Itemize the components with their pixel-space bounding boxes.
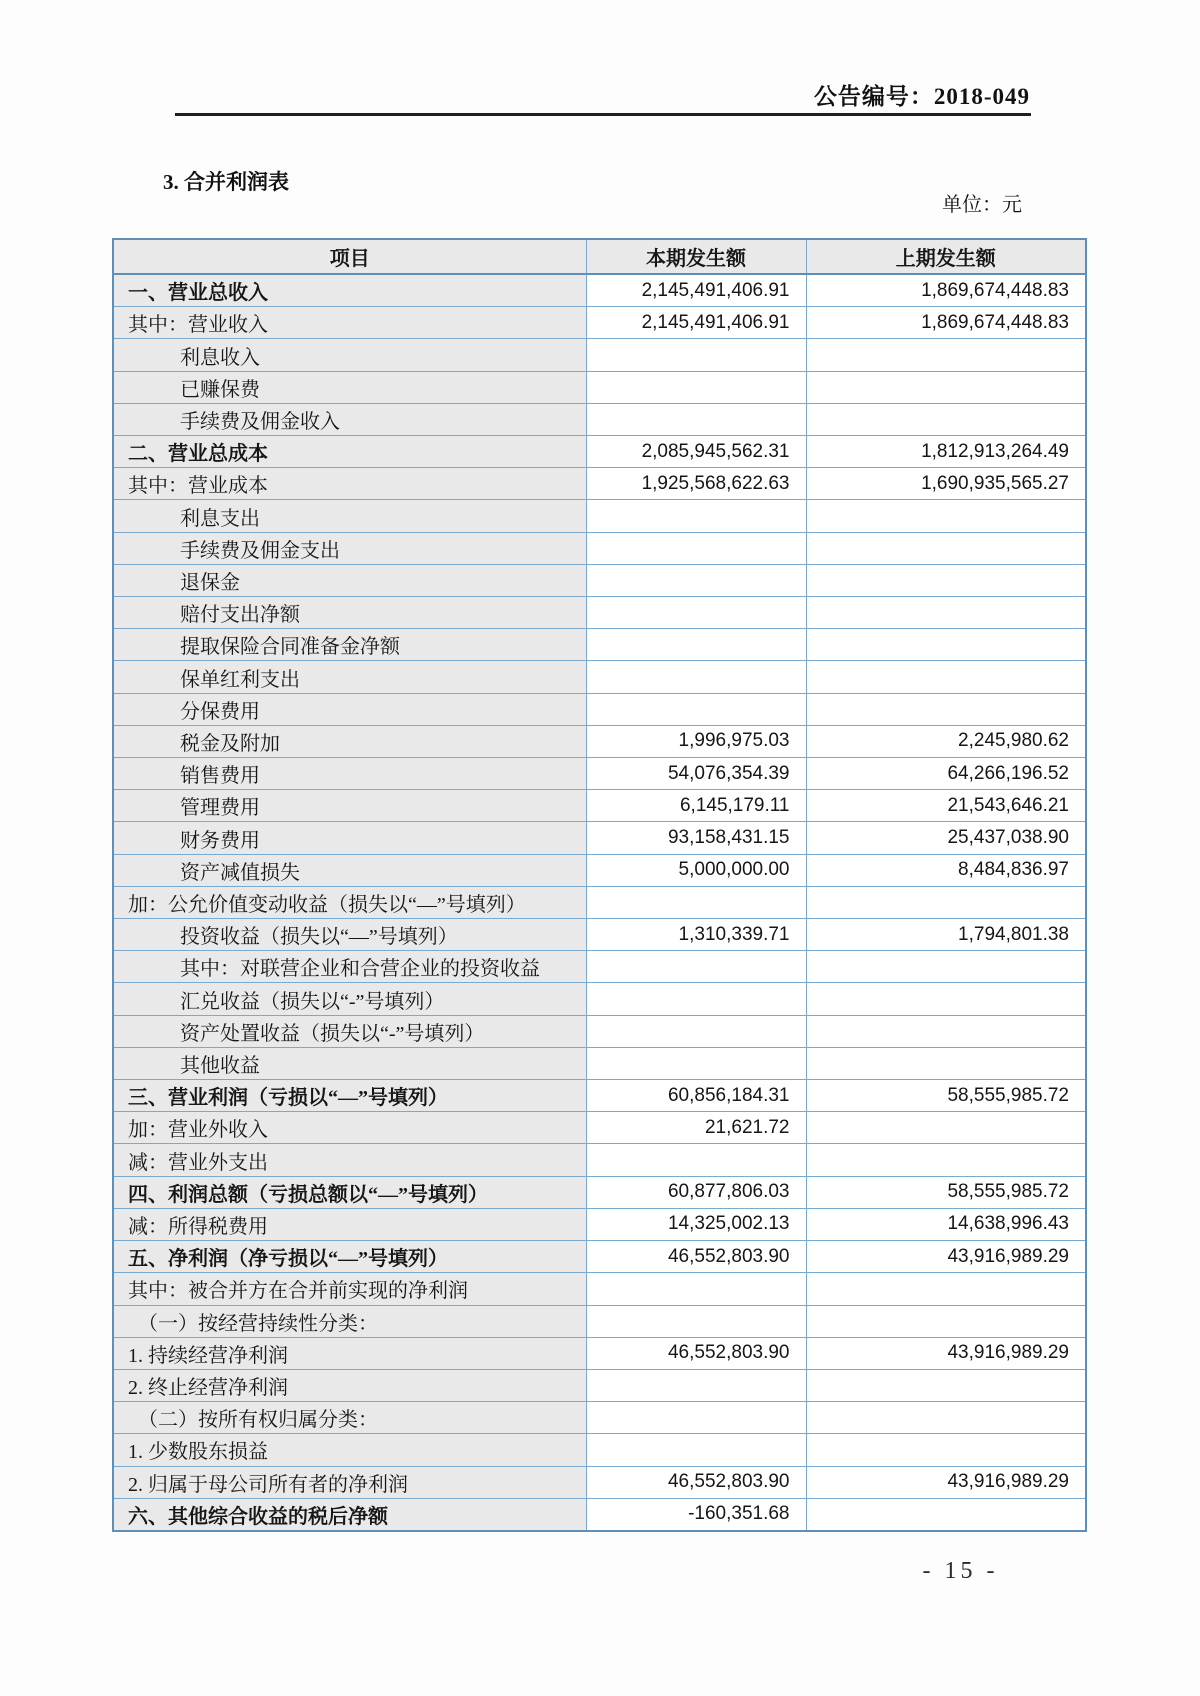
row-label: 保单红利支出 [113,661,586,693]
row-prior-value: 1,869,674,448.83 [806,307,1086,339]
row-current-value [586,1402,806,1434]
table-row [113,1208,1086,1240]
table-row [113,629,1086,661]
row-current-value: 5,000,000.00 [586,854,806,886]
row-prior-value: 43,916,989.29 [806,1337,1086,1369]
row-prior-value [806,1047,1086,1079]
table-row [113,886,1086,918]
table-header [113,239,1086,274]
row-label: 资产减值损失 [113,854,586,886]
row-current-value: 6,145,179.11 [586,790,806,822]
row-current-value [586,1144,806,1176]
table-row [113,274,1086,307]
row-current-value [586,371,806,403]
row-label: 2. 终止经营净利润 [113,1369,586,1401]
row-label: 其中：营业成本 [113,468,586,500]
row-prior-value [806,1369,1086,1401]
table-row [113,597,1086,629]
row-prior-value [806,1144,1086,1176]
row-current-value: 46,552,803.90 [586,1466,806,1498]
row-current-value: 1,925,568,622.63 [586,468,806,500]
row-prior-value [806,1402,1086,1434]
row-label: 手续费及佣金收入 [113,403,586,435]
row-prior-value: 14,638,996.43 [806,1208,1086,1240]
table-row [113,1047,1086,1079]
row-current-value: 2,145,491,406.91 [586,307,806,339]
announcement-number: 公告编号：2018-049 [813,84,1030,109]
table-body [113,274,1086,1531]
row-current-value [586,661,806,693]
row-prior-value: 8,484,836.97 [806,854,1086,886]
row-prior-value [806,629,1086,661]
table-header-row [113,239,1086,274]
row-prior-value: 1,869,674,448.83 [806,274,1086,307]
row-label: 二、营业总成本 [113,436,586,468]
row-prior-value [806,1498,1086,1531]
col-header-item: 项目 [113,239,586,274]
row-current-value [586,886,806,918]
row-current-value [586,1434,806,1466]
row-prior-value: 43,916,989.29 [806,1466,1086,1498]
row-label: 其中：被合并方在合并前实现的净利润 [113,1273,586,1305]
table-row [113,951,1086,983]
row-prior-value [806,983,1086,1015]
row-prior-value: 58,555,985.72 [806,1080,1086,1112]
row-label: 减：所得税费用 [113,1208,586,1240]
row-prior-value: 25,437,038.90 [806,822,1086,854]
row-current-value: 2,145,491,406.91 [586,274,806,307]
row-label: 利息支出 [113,500,586,532]
table-row [113,661,1086,693]
row-current-value [586,597,806,629]
unit-label: 单位：元 [942,194,1022,216]
row-label: （二）按所有权归属分类： [113,1402,586,1434]
row-prior-value [806,500,1086,532]
row-current-value: -160,351.68 [586,1498,806,1531]
row-label: 资产处置收益（损失以“-”号填列） [113,1015,586,1047]
table-row [113,822,1086,854]
row-label: 分保费用 [113,693,586,725]
row-label: 提取保险合同准备金净额 [113,629,586,661]
row-prior-value: 43,916,989.29 [806,1241,1086,1273]
table-row [113,1144,1086,1176]
row-prior-value [806,1112,1086,1144]
row-label: （一）按经营持续性分类： [113,1305,586,1337]
row-prior-value: 2,245,980.62 [806,725,1086,757]
row-label: 加：公允价值变动收益（损失以“—”号填列） [113,886,586,918]
row-prior-value [806,1434,1086,1466]
row-current-value: 2,085,945,562.31 [586,436,806,468]
row-prior-value: 21,543,646.21 [806,790,1086,822]
row-label: 加：营业外收入 [113,1112,586,1144]
table-row [113,919,1086,951]
row-label: 其他收益 [113,1047,586,1079]
row-prior-value [806,564,1086,596]
row-label: 汇兑收益（损失以“-”号填列） [113,983,586,1015]
row-label: 其中：对联营企业和合营企业的投资收益 [113,951,586,983]
row-prior-value [806,339,1086,371]
table-row [113,1337,1086,1369]
col-header-current: 本期发生额 [586,239,806,274]
row-current-value [586,564,806,596]
row-prior-value [806,532,1086,564]
row-prior-value: 1,794,801.38 [806,919,1086,951]
row-prior-value [806,693,1086,725]
table-row [113,371,1086,403]
row-prior-value [806,1273,1086,1305]
row-prior-value [806,951,1086,983]
row-prior-value [806,886,1086,918]
row-prior-value: 1,690,935,565.27 [806,468,1086,500]
income-statement-table [112,238,1087,1532]
row-label: 四、利润总额（亏损总额以“—”号填列） [113,1176,586,1208]
row-prior-value: 58,555,985.72 [806,1176,1086,1208]
row-current-value [586,500,806,532]
row-prior-value [806,1305,1086,1337]
table-row [113,532,1086,564]
table-row [113,1466,1086,1498]
table-row [113,468,1086,500]
section-title: 3. 合并利润表 [163,170,289,194]
row-current-value: 1,310,339.71 [586,919,806,951]
table-row [113,725,1086,757]
table-row [113,1015,1086,1047]
col-header-prior: 上期发生额 [806,239,1086,274]
row-label: 五、净利润（净亏损以“—”号填列） [113,1241,586,1273]
row-label: 一、营业总收入 [113,274,586,307]
row-prior-value [806,597,1086,629]
row-prior-value: 1,812,913,264.49 [806,436,1086,468]
row-current-value: 14,325,002.13 [586,1208,806,1240]
row-label: 1. 少数股东损益 [113,1434,586,1466]
table-row [113,1369,1086,1401]
row-label: 管理费用 [113,790,586,822]
table-row [113,758,1086,790]
row-current-value [586,629,806,661]
row-current-value: 60,877,806.03 [586,1176,806,1208]
table-row [113,564,1086,596]
table-row [113,1273,1086,1305]
row-label: 销售费用 [113,758,586,790]
row-current-value [586,532,806,564]
table-row [113,854,1086,886]
row-label: 投资收益（损失以“—”号填列） [113,919,586,951]
row-current-value [586,983,806,1015]
row-current-value: 21,621.72 [586,1112,806,1144]
table-row [113,339,1086,371]
header-rule [175,113,1031,116]
row-current-value [586,1369,806,1401]
table-row [113,403,1086,435]
row-label: 1. 持续经营净利润 [113,1337,586,1369]
row-current-value: 1,996,975.03 [586,725,806,757]
row-current-value [586,403,806,435]
row-current-value [586,1015,806,1047]
table-row [113,500,1086,532]
table-row [113,1176,1086,1208]
row-label: 三、营业利润（亏损以“—”号填列） [113,1080,586,1112]
table-row [113,307,1086,339]
table-row [113,1080,1086,1112]
row-current-value [586,1047,806,1079]
row-label: 六、其他综合收益的税后净额 [113,1498,586,1531]
table-row [113,1241,1086,1273]
row-current-value [586,1305,806,1337]
row-current-value: 54,076,354.39 [586,758,806,790]
table-row [113,1498,1086,1531]
table-row [113,1305,1086,1337]
row-label: 税金及附加 [113,725,586,757]
table-row [113,436,1086,468]
row-current-value: 46,552,803.90 [586,1337,806,1369]
row-label: 已赚保费 [113,371,586,403]
table-row [113,1402,1086,1434]
table-row [113,790,1086,822]
table-row [113,983,1086,1015]
row-label: 其中：营业收入 [113,307,586,339]
row-label: 财务费用 [113,822,586,854]
row-prior-value [806,1015,1086,1047]
row-current-value: 93,158,431.15 [586,822,806,854]
table-row [113,693,1086,725]
row-label: 赔付支出净额 [113,597,586,629]
row-label: 减：营业外支出 [113,1144,586,1176]
row-current-value [586,1273,806,1305]
row-label: 2. 归属于母公司所有者的净利润 [113,1466,586,1498]
row-prior-value [806,371,1086,403]
row-label: 退保金 [113,564,586,596]
row-current-value [586,693,806,725]
row-label: 手续费及佣金支出 [113,532,586,564]
row-current-value: 60,856,184.31 [586,1080,806,1112]
row-current-value: 46,552,803.90 [586,1241,806,1273]
row-prior-value [806,661,1086,693]
row-label: 利息收入 [113,339,586,371]
table-row [113,1112,1086,1144]
row-current-value [586,339,806,371]
row-prior-value: 64,266,196.52 [806,758,1086,790]
table-row [113,1434,1086,1466]
page-number: - 15 - [922,1558,999,1584]
row-prior-value [806,403,1086,435]
row-current-value [586,951,806,983]
